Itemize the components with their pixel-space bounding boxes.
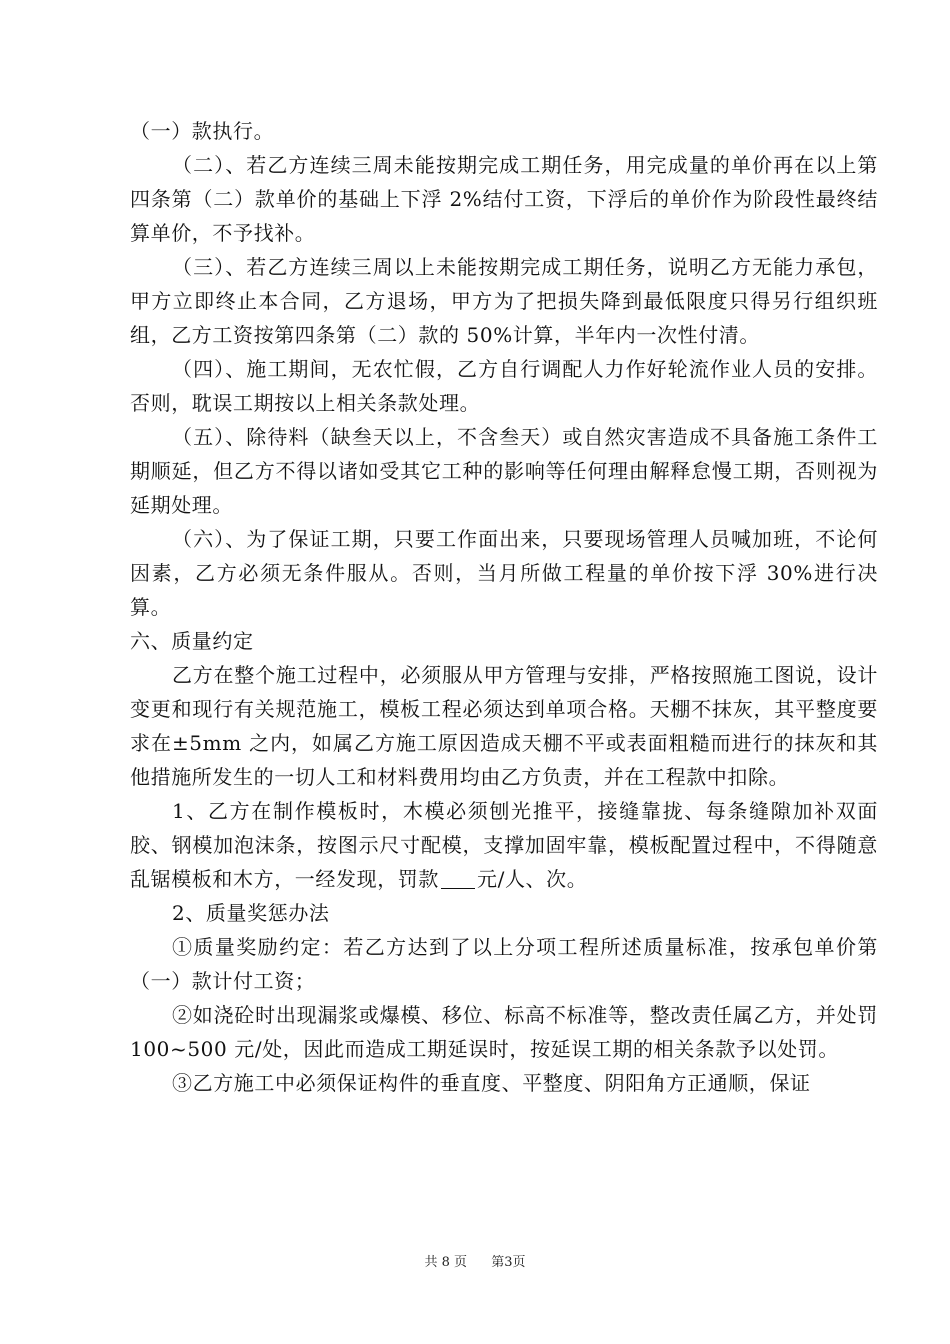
paragraph-reward-penalty-heading: 2、质量奖惩办法 [172,901,330,925]
formwork-rule-text: 1、乙方在制作模板时，木模必须刨光推平，接缝靠拢、每条缝隙加补双面胶、钢模加泡沫条，按图示尺寸配模，支撑加固牢靠，模板配置过程中，不得随意乱锯模板和木方，一经发现，罚款 [130,799,878,891]
document-body [130,114,878,1100]
paragraph-clause-2: （二）、若乙方连续三周未能按期完成工期任务，用完成量的单价再在以上第四条第（二）款单价的基础上下浮 2%结付工资，下浮后的单价作为阶段性最终结算单价，不予找补。 [130,153,878,245]
fine-unit-text: 元/人、次。 [477,867,588,891]
section-heading-quality: 六、质量约定 [130,629,254,653]
page-footer [0,1251,950,1270]
current-page-label: 第3页 [491,1255,526,1270]
paragraph-reward-1: ①质量奖励约定：若乙方达到了以上分项工程所述质量标准，按承包单价第（一）款计付工资； [130,935,878,993]
paragraph-requirement-3: ③乙方施工中必须保证构件的垂直度、平整度、阴阳角方正通顺，保证 [172,1071,811,1095]
paragraph-penalty-2: ②如浇砼时出现漏浆或爆模、移位、标高不标准等，整改责任属乙方，并处罚 100~500 元/处，因此而造成工期延误时，按延误工期的相关条款予以处罚。 [130,1003,878,1061]
paragraph-clause-3: （三）、若乙方连续三周以上未能按期完成工期任务，说明乙方无能力承包，甲方立即终止本合同，乙方退场，甲方为了把损失降到最低限度只得另行组织班组，乙方工资按第四条第（二）款的 50%计算，半年内一次性付清。 [130,255,878,347]
total-pages-label: 共 8 页 [424,1255,468,1270]
paragraph-quality-intro: 乙方在整个施工过程中，必须服从甲方管理与安排，严格按照施工图说，设计变更和现行有关规范施工，模板工程必须达到单项合格。天棚不抹灰，其平整度要求在±5mm 之内，如属乙方施工原因造成天棚不平或表面粗糙而进行的抹灰和其他措施所发生的一切人工和材料费用均由乙方负责，并在工程款中扣除。 [130,663,878,789]
fine-amount-blank [441,868,475,889]
paragraph-clause-4: （四）、施工期间，无农忙假，乙方自行调配人力作好轮流作业人员的安排。否则，耽误工期按以上相关条款处理。 [130,357,878,415]
paragraph-clause-6: （六）、为了保证工期，只要工作面出来，只要现场管理人员喊加班，不论何因素，乙方必须无条件服从。否则，当月所做工程量的单价按下浮 30%进行决算。 [130,527,878,619]
paragraph-clause-1-tail: （一）款执行。 [130,119,275,143]
paragraph-formwork-rule [130,794,878,896]
paragraph-clause-5: （五）、除待料（缺叁天以上，不含叁天）或自然灾害造成不具备施工条件工期顺延，但乙方不得以诸如受其它工种的影响等任何理由解释怠慢工期，否则视为延期处理。 [130,425,878,517]
